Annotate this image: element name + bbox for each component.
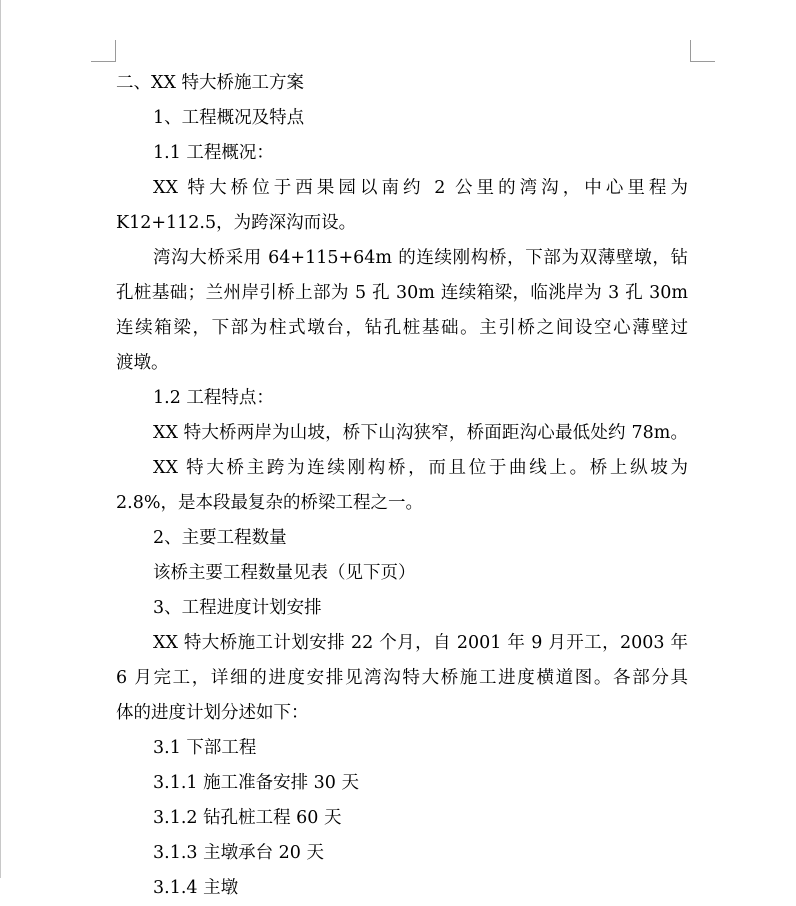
subsection-heading: 3、工程进度计划安排 [153,598,322,618]
paragraph-line: 体的进度计划分述如下： [116,703,309,723]
paragraph-line: 孔桩基础；兰州岸引桥上部为 5 孔 30m 连续箱梁，临洮岸为 3 孔 30m [116,283,688,303]
paragraph-line: 该桥主要工程数量见表（见下页） [153,563,416,583]
paragraph-line: XX 特大桥两岸为山坡，桥下山沟狭窄，桥面距沟心最低处约 78m。 [153,423,688,443]
paragraph-line: 6 月完工，详细的进度安排见湾沟特大桥施工进度横道图。各部分具 [116,668,688,688]
list-item: 3.1.3 主墩承台 20 天 [153,843,324,863]
page-left-edge [0,0,1,878]
list-item: 3.1.4 主墩 [153,878,239,898]
subsection-heading: 1、工程概况及特点 [153,108,305,128]
subsubsection-heading: 1.1 工程概况： [153,143,274,163]
list-item: 3.1.2 钻孔桩工程 60 天 [153,808,342,828]
paragraph-line: K12+112.5，为跨深沟而设。 [116,213,357,233]
paragraph-line: 湾沟大桥采用 64+115+64m 的连续刚构桥，下部为双薄壁墩，钻 [153,248,688,268]
section-heading: 二、XX 特大桥施工方案 [116,73,304,93]
subsubsection-heading: 1.2 工程特点： [153,388,274,408]
paragraph-line: 渡墩。 [116,353,169,373]
paragraph-line: XX 特大桥位于西果园以南约 2 公里的湾沟，中心里程为 [153,178,688,198]
top-right-margin-marker [690,40,715,62]
paragraph-line: 连续箱梁，下部为柱式墩台，钻孔桩基础。主引桥之间设空心薄壁过 [116,318,688,338]
top-left-margin-marker [91,40,116,62]
paragraph-line: XX 特大桥主跨为连续刚构桥，而且位于曲线上。桥上纵坡为 [153,458,688,478]
paragraph-line: XX 特大桥施工计划安排 22 个月，自 2001 年 9 月开工，2003 年 [153,633,688,653]
subsubsection-heading: 3.1 下部工程 [153,738,257,758]
list-item: 3.1.1 施工准备安排 30 天 [153,773,359,793]
paragraph-line: 2.8%，是本段最复杂的桥梁工程之一。 [116,493,423,513]
subsection-heading: 2、主要工程数量 [153,528,287,548]
